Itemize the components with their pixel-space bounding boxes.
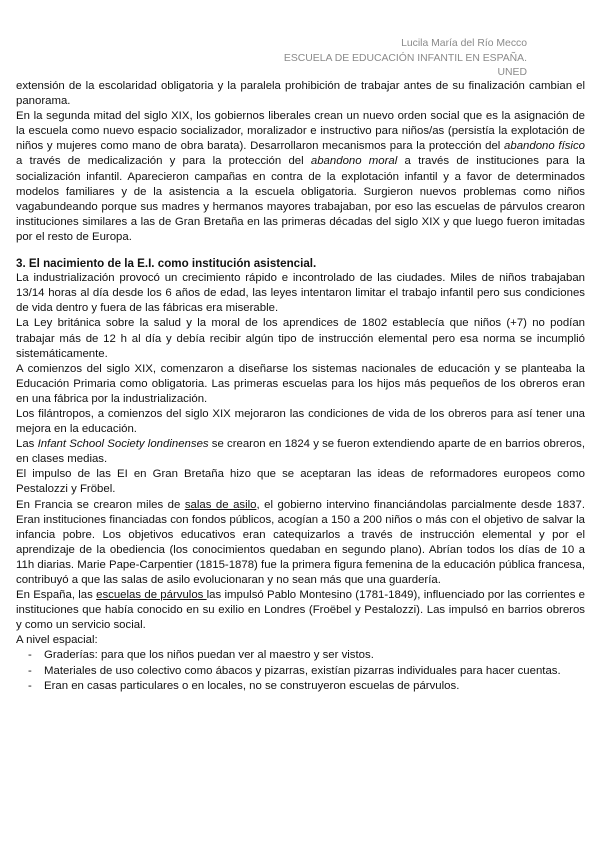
emphasis-abandono-moral: abandono moral — [310, 155, 398, 168]
paragraph-infant-school-society — [16, 437, 585, 467]
school-title: ESCUELA DE EDUCACIÓN INFANTIL EN ESPAÑA. — [283, 52, 527, 64]
list-item — [16, 679, 585, 694]
page-header — [284, 37, 527, 81]
text-run: las impulsó Pablo Montesino (1781-1849), influenciado por las corrientes e instituciones que había conocido en su exilio en Londres (Froëbel y Pestalozzi). Las impulsó en barrios obreros y como un servicio social. — [16, 589, 585, 632]
underline-escuelas-de-parvulos: escuelas de párvulos — [96, 589, 207, 602]
text-run: En Francia se crearon miles de — [16, 498, 185, 511]
paragraph-liberal-governments — [16, 109, 585, 245]
list-item-text: Materiales de uso colectivo como ábacos y pizarras, existían pizarras individuales para hacer cuentas. — [44, 664, 561, 677]
spatial-list — [16, 648, 585, 693]
text-run: a través de instituciones para la socialización infantil. Aparecieron campañas en contra de la explotación infantil y a favor de determinados modelos familiares y de la asistencia a la escuela obligatoria. Surgieron nuevos problemas como niños vagabundeando porque sus madres y hermanos mayores trabajaban, por eso las escuelas de párvulos crearon instituciones similares a las de Gran Bretaña en las primeras décadas del siglo XIX y que luego fueron imitadas por el resto de Europa. — [16, 155, 586, 243]
paragraph-british-law: La Ley británica sobre la salud y la moral de los aprendices de 1802 establecía que niños (+7) no podían trabajar más de 12 h al día y debía recibir algún tipo de instrucción elemental pero esa norma se incumplió sistemáticamente. — [16, 317, 585, 360]
paragraph-intro-continuation: extensión de la escolaridad obligatoria y la paralela prohibición de trabajar antes de su finalización cambian el panorama. — [16, 80, 585, 108]
text-run: se crearon en 1824 y se fueron extendiendo aparte de en barrios obreros, en clases medias. — [16, 438, 586, 466]
list-item — [16, 648, 585, 663]
paragraph-industrialization: La industrialización provocó un crecimiento rápido e incontrolado de las ciudades. Miles de niños trabajaban 13/14 horas al día desde los 6 años de edad, las leyes intentaron limitar el trabajo infantil pero sus condiciones de vida dentro y fuera de las fábricas era miserable. — [16, 272, 585, 315]
list-item — [16, 664, 585, 679]
underline-salas-de-asilo: salas de asilo — [184, 498, 257, 511]
text-run: En España, las — [16, 589, 97, 602]
paragraph-reformers: El impulso de las EI en Gran Bretaña hizo que se aceptaran las ideas de reformadores europeos como Pestalozzi y Fröbel. — [16, 468, 585, 496]
document-body — [16, 79, 585, 694]
list-item-text: Eran en casas particulares o en locales, no se construyeron escuelas de párvulos. — [44, 679, 460, 692]
dash-bullet: - — [28, 649, 32, 662]
institution-name: UNED — [497, 67, 527, 79]
text-run: a través de medicalización y para la protección del — [16, 155, 311, 168]
spacer — [16, 245, 585, 256]
text-run: , el gobierno intervino financiándolas parcialmente desde 1837. Eran instituciones financiadas con fondos públicos, acogían a 150 a 200 niños o más con el objetivo de salvar la infancia pobre. Los objetivos educativos eran catequizarlos a través de instrucción elemental y por el aprendizaje de la obediencia (los conocimientos quedaban en segundo plano). Abrían todos los días de 10 a 11h diarias. Marie Pape-Carpentier (1815-1878) fue la primera figura femenina de la educación pública francesa, contribuyó a que las salas de asilo evolucionaran y no sean más que una guardería. — [16, 498, 585, 586]
dash-bullet: - — [28, 664, 32, 677]
emphasis-infant-school-society: Infant School Society londinenses — [37, 438, 209, 451]
paragraph-spain — [16, 588, 585, 633]
author-name: Lucila María del Río Mecco — [401, 38, 527, 49]
text-run: En la segunda mitad del siglo XIX, los gobiernos liberales crean un nuevo orden social que es la asignación de la escuela como nuevo espacio socializador, moralizador e instructivo para niños/as (persistía la explotación de niños y mujeres como mano de obra barata). Desarrollaron mecanismos para la protección del — [16, 110, 585, 153]
paragraph-france — [16, 498, 585, 589]
text-run: Las — [16, 438, 38, 451]
section-title: 3. El nacimiento de la E.I. como institución asistencial. — [16, 257, 317, 271]
list-item-text: Graderías: para que los niños puedan ver al maestro y ser vistos. — [44, 649, 374, 662]
paragraph-philanthropists: Los filántropos, a comienzos del siglo XIX mejoraron las condiciones de vida de los obreros para así tener una mejora en la educación. — [16, 407, 585, 436]
emphasis-abandono-fisico: abandono físico — [504, 140, 585, 153]
paragraph-spatial-level: A nivel espacial: — [16, 634, 98, 647]
paragraph-national-systems: A comienzos del siglo XIX, comenzaron a diseñarse los sistemas nacionales de educación y se planteaba la Educación Primaria como obligatoria. Las primeras escuelas para los hijos más pequeños de los obreros eran en una fábrica por la industrialización. — [16, 362, 585, 405]
dash-bullet: - — [28, 679, 32, 692]
